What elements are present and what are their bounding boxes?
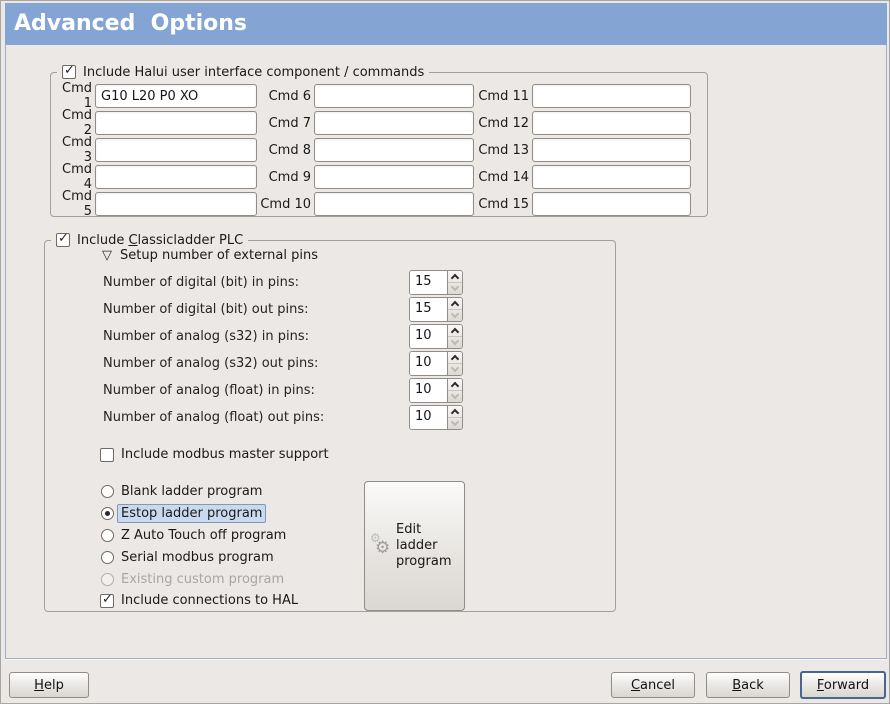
back-button[interactable]: Back bbox=[706, 672, 790, 698]
chevron-up-icon bbox=[451, 409, 459, 417]
cmd-9-label: Cmd 9 bbox=[268, 169, 311, 185]
analog-s32-out-pins-spinbox[interactable] bbox=[409, 351, 463, 376]
chevron-up-icon bbox=[451, 355, 459, 363]
cmd-12-label: Cmd 12 bbox=[478, 115, 529, 131]
cmd-15-input[interactable] bbox=[532, 192, 691, 216]
cmd-4-input[interactable] bbox=[95, 165, 257, 189]
classicladder-frame bbox=[44, 231, 616, 612]
radio-z-auto-touchoff[interactable] bbox=[101, 528, 286, 543]
classicladder-frame-title: Include Classicladder PLC bbox=[77, 232, 244, 248]
analog-s32-out-pins-label: Number of analog (s32) out pins: bbox=[103, 356, 319, 371]
classicladder-checkbox[interactable] bbox=[56, 233, 70, 247]
analog-float-in-pins-spinbox[interactable] bbox=[409, 378, 463, 403]
digital-in-pins-row bbox=[103, 270, 432, 295]
cmd-10-label: Cmd 10 bbox=[260, 196, 311, 212]
radio-icon[interactable] bbox=[101, 551, 114, 564]
cmd-2-input[interactable] bbox=[95, 111, 257, 135]
spin-down-button[interactable] bbox=[448, 337, 462, 348]
content-panel bbox=[5, 45, 887, 659]
classicladder-frame-label bbox=[51, 230, 248, 250]
analog-s32-in-pins-label: Number of analog (s32) in pins: bbox=[103, 329, 309, 344]
analog-float-in-pins-row bbox=[103, 378, 432, 403]
digital-in-pins-spinbox[interactable] bbox=[409, 270, 463, 295]
cmd-11-label: Cmd 11 bbox=[478, 88, 529, 104]
chevron-down-icon bbox=[451, 364, 459, 372]
edit-ladder-program-button[interactable] bbox=[364, 481, 465, 611]
cmd-9-input[interactable] bbox=[314, 165, 474, 189]
radio-blank-ladder-label[interactable]: Blank ladder program bbox=[121, 484, 263, 499]
cmd-2-label: Cmd 2 bbox=[62, 108, 92, 138]
analog-float-out-pins-value[interactable]: 10 bbox=[410, 406, 447, 429]
radio-existing-custom-label: Existing custom program bbox=[121, 572, 285, 587]
cmd-7-label: Cmd 7 bbox=[268, 115, 311, 131]
cmd-13-input[interactable] bbox=[532, 138, 691, 162]
cmd-15-label: Cmd 15 bbox=[478, 196, 529, 212]
analog-s32-in-pins-value[interactable]: 10 bbox=[410, 325, 447, 348]
cmd-11-input[interactable] bbox=[532, 84, 691, 108]
radio-serial-modbus[interactable] bbox=[101, 550, 274, 565]
analog-float-in-pins-value[interactable]: 10 bbox=[410, 379, 447, 402]
radio-disabled-icon bbox=[101, 573, 114, 586]
titlebar bbox=[5, 3, 887, 45]
chevron-down-icon bbox=[451, 283, 459, 291]
spin-up-button[interactable] bbox=[448, 406, 462, 418]
help-button[interactable]: Help bbox=[9, 672, 89, 698]
spin-up-button[interactable] bbox=[448, 271, 462, 283]
chevron-down-icon bbox=[451, 337, 459, 345]
chevron-down-icon bbox=[451, 310, 459, 318]
halui-frame-label bbox=[57, 62, 429, 82]
chevron-up-icon bbox=[451, 382, 459, 390]
chevron-down-icon bbox=[451, 391, 459, 399]
digital-out-pins-value[interactable]: 15 bbox=[410, 298, 447, 321]
cmd-8-input[interactable] bbox=[314, 138, 474, 162]
spin-up-button[interactable] bbox=[448, 352, 462, 364]
edit-ladder-program-label: Edit ladder program bbox=[396, 521, 452, 570]
cmd-14-label: Cmd 14 bbox=[478, 169, 529, 185]
analog-float-out-pins-spinbox[interactable] bbox=[409, 405, 463, 430]
cmd-4-label: Cmd 4 bbox=[62, 162, 92, 192]
cmd-6-label: Cmd 6 bbox=[268, 88, 311, 104]
radio-z-auto-touchoff-label[interactable]: Z Auto Touch off program bbox=[121, 528, 287, 543]
cmd-5-input[interactable] bbox=[95, 192, 257, 216]
page-title: Advanced Options bbox=[14, 11, 248, 36]
halui-frame-title: Include Halui user interface component / commands bbox=[83, 64, 425, 80]
cmd-14-input[interactable] bbox=[532, 165, 691, 189]
forward-button[interactable]: Forward bbox=[800, 671, 886, 699]
analog-s32-out-pins-row bbox=[103, 351, 432, 376]
spin-down-button[interactable] bbox=[448, 364, 462, 375]
chevron-up-icon bbox=[451, 328, 459, 336]
cmd-12-input[interactable] bbox=[532, 111, 691, 135]
spin-up-button[interactable] bbox=[448, 325, 462, 337]
spin-up-button[interactable] bbox=[448, 298, 462, 310]
analog-float-in-pins-label: Number of analog (float) in pins: bbox=[103, 383, 315, 398]
cmd-3-input[interactable] bbox=[95, 138, 257, 162]
cmd-1-label: Cmd 1 bbox=[62, 81, 92, 111]
check-icon: ✓ bbox=[64, 63, 75, 78]
cmd-3-label: Cmd 3 bbox=[62, 135, 92, 165]
chevron-down-icon bbox=[451, 418, 459, 426]
spin-down-button[interactable] bbox=[448, 283, 462, 294]
analog-s32-in-pins-row bbox=[103, 324, 432, 349]
modbus-master-checkbox[interactable] bbox=[100, 448, 114, 462]
spin-down-button[interactable] bbox=[448, 310, 462, 321]
digital-out-pins-label: Number of digital (bit) out pins: bbox=[103, 302, 309, 317]
check-icon: ✓ bbox=[58, 231, 69, 246]
cmd-7-input[interactable] bbox=[314, 111, 474, 135]
digital-in-pins-value[interactable]: 15 bbox=[410, 271, 447, 294]
radio-icon[interactable] bbox=[101, 529, 114, 542]
analog-s32-in-pins-spinbox[interactable] bbox=[409, 324, 463, 349]
cmd-13-label: Cmd 13 bbox=[478, 142, 529, 158]
radio-selected-icon[interactable] bbox=[101, 507, 114, 520]
gears-icon: ⚙ ⚙ bbox=[370, 531, 391, 558]
chevron-up-icon bbox=[451, 301, 459, 309]
modbus-master-label: Include modbus master support bbox=[121, 447, 329, 462]
modbus-master-row[interactable] bbox=[100, 447, 329, 462]
check-icon: ✓ bbox=[102, 591, 113, 607]
cmd-1-input[interactable] bbox=[95, 84, 257, 108]
digital-out-pins-row bbox=[103, 297, 432, 322]
analog-float-out-pins-row bbox=[103, 405, 432, 430]
cmd-8-label: Cmd 8 bbox=[268, 142, 311, 158]
spin-down-button[interactable] bbox=[448, 418, 462, 429]
radio-icon[interactable] bbox=[101, 485, 114, 498]
radio-serial-modbus-label[interactable]: Serial modbus program bbox=[121, 550, 274, 565]
hal-connections-row[interactable] bbox=[100, 593, 298, 608]
separator bbox=[5, 659, 887, 660]
analog-s32-out-pins-value[interactable]: 10 bbox=[410, 352, 447, 375]
radio-estop-ladder[interactable] bbox=[101, 506, 266, 521]
cmd-5-label: Cmd 5 bbox=[62, 189, 92, 219]
external-pins-expander-label: Setup number of external pins bbox=[120, 248, 319, 263]
external-pins-expander[interactable] bbox=[102, 248, 318, 263]
halui-cmd-grid bbox=[53, 81, 691, 219]
cmd-10-input[interactable] bbox=[314, 192, 474, 216]
halui-checkbox[interactable] bbox=[62, 65, 76, 79]
spin-down-button[interactable] bbox=[448, 391, 462, 402]
radio-existing-custom bbox=[101, 572, 284, 587]
digital-out-pins-spinbox[interactable] bbox=[409, 297, 463, 322]
analog-float-out-pins-label: Number of analog (float) out pins: bbox=[103, 410, 325, 425]
digital-in-pins-label: Number of digital (bit) in pins: bbox=[103, 275, 300, 290]
cmd-6-input[interactable] bbox=[314, 84, 474, 108]
halui-frame bbox=[50, 63, 708, 219]
hal-connections-checkbox[interactable] bbox=[100, 591, 114, 608]
triangle-down-icon: ▽ bbox=[102, 248, 112, 263]
spin-up-button[interactable] bbox=[448, 379, 462, 391]
hal-connections-label: Include connections to HAL bbox=[121, 593, 299, 608]
radio-blank-ladder[interactable] bbox=[101, 484, 262, 499]
chevron-up-icon bbox=[451, 274, 459, 282]
radio-estop-ladder-label[interactable]: Estop ladder program bbox=[117, 504, 266, 523]
cancel-button[interactable]: Cancel bbox=[611, 672, 695, 698]
